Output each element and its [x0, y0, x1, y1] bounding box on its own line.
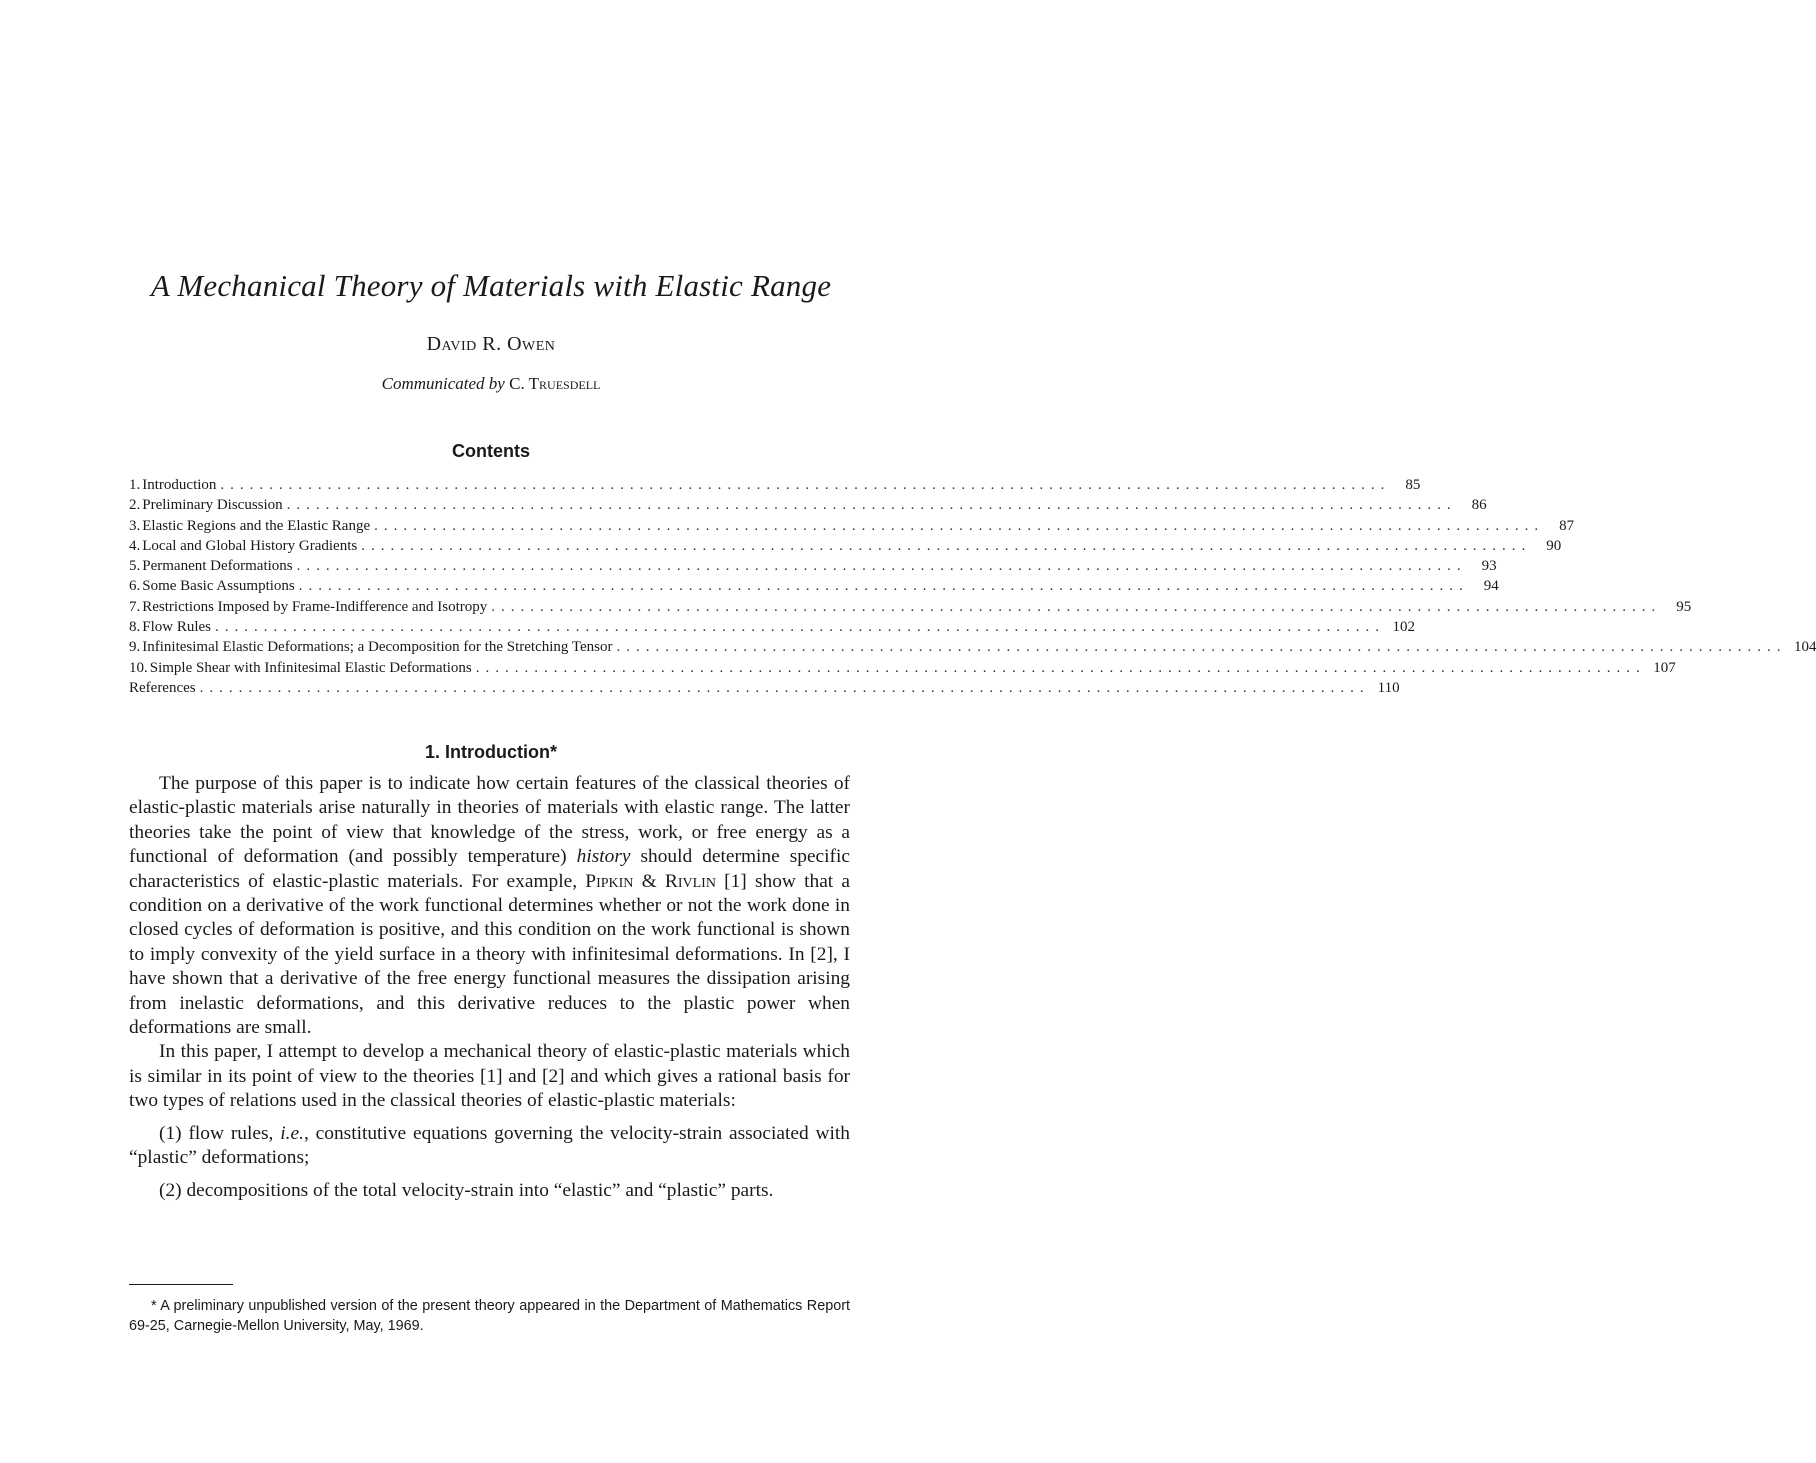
toc-entry-title: Preliminary Discussion — [142, 497, 283, 514]
toc-entry-number: 8. — [129, 619, 141, 636]
toc-entry — [129, 556, 1497, 576]
toc-entry-page: 107 — [1653, 659, 1676, 676]
emphasis: history — [576, 846, 631, 868]
paper-title: A Mechanical Theory of Materials with Elastic Range — [150, 268, 832, 303]
toc-dot-leader: ........................................................................................................................ — [298, 578, 1469, 595]
body-text — [129, 772, 850, 1203]
toc-entry — [129, 495, 1487, 515]
list-item-2: (2) decompositions of the total velocity-strain into “elastic” and “plastic” parts. — [159, 1179, 774, 1201]
toc-entry-page: 86 — [1471, 497, 1487, 514]
toc-dot-leader: ........................................................................................................................ — [220, 477, 1391, 493]
toc-entry-number: 6. — [129, 578, 141, 595]
toc-entry-title: Flow Rules — [142, 619, 212, 636]
toc-entry-title: Some Basic Assumptions — [142, 578, 295, 595]
toc-dot-leader: ........................................................................................................................ — [215, 619, 1386, 636]
toc-dot-leader: ........................................................................................................................ — [616, 639, 1787, 656]
toc-entry-number: 2. — [129, 497, 141, 514]
footnote-rule — [129, 1284, 233, 1285]
table-of-contents — [129, 475, 1816, 698]
toc-entry-title: Permanent Deformations — [142, 558, 293, 575]
text-run: , constitutive equations governing the velocity-strain associated with “plastic” deformations; — [129, 1122, 850, 1169]
toc-entry-number: 1. — [129, 477, 141, 493]
toc-entry-number: 5. — [129, 558, 141, 575]
toc-entry — [129, 576, 1499, 596]
toc-entry-number: 3. — [129, 517, 141, 534]
toc-entry — [129, 475, 1421, 495]
toc-dot-leader: ........................................................................................................................ — [374, 517, 1545, 534]
toc-entry-number: 4. — [129, 537, 141, 554]
toc-entry-title: Simple Shear with Infinitesimal Elastic Deformations — [149, 659, 472, 676]
text-run: The purpose of this paper is to indicate how certain features of the classical theories of elastic-plastic materials arise naturally in theories of materials with elastic range. The latter theories take the point of view that knowledge of the stress, work, or free energy as a functional of deformation (and possibly temperature) — [129, 773, 850, 868]
cited-author: Pipkin — [585, 870, 634, 892]
toc-entry-number: 9. — [129, 639, 141, 656]
text-run: should determine specific characteristics of elastic-plastic materials. For example, — [129, 846, 850, 892]
communicator-name: C. Truesdell — [509, 374, 601, 393]
toc-entry-page: 85 — [1405, 477, 1421, 493]
toc-entry-page: 93 — [1481, 558, 1497, 575]
toc-entry-page: 87 — [1559, 517, 1575, 534]
toc-dot-leader: ........................................................................................................................ — [361, 537, 1532, 554]
emphasis: i.e. — [280, 1122, 304, 1144]
footnote — [129, 1296, 850, 1336]
toc-dot-leader: ........................................................................................................................ — [475, 659, 1646, 676]
author-name: David R. Owen — [426, 333, 556, 355]
toc-entry-title: Local and Global History Gradients — [142, 537, 358, 554]
list-item-1 — [129, 1122, 850, 1171]
toc-entry-title: Elastic Regions and the Elastic Range — [142, 517, 371, 534]
toc-entry-title: Infinitesimal Elastic Deformations; a Decomposition for the Stretching Tensor — [142, 639, 613, 656]
toc-entry — [129, 637, 1816, 657]
text-run: [1] show that a condition on a derivative of the work functional determines whether or not the work done in closed cycles of deformation is positive, and this condition on the work functional is shown to imply convexity of the yield surface in a theory with infinitesimal deformations. In [2], I have shown that a derivative of the free energy functional measures the dissipation arising from inelastic deformations, and this derivative reduces to the plastic power when deformations are small. — [129, 870, 850, 1039]
section-heading: 1. Introduction* — [425, 742, 557, 762]
toc-entry — [129, 597, 1692, 617]
toc-entry — [129, 678, 1400, 698]
toc-entry-title: References — [129, 679, 196, 696]
toc-entry-page: 110 — [1377, 679, 1400, 696]
contents-heading: Contents — [452, 441, 530, 461]
text-run: (1) flow rules, — [159, 1122, 281, 1144]
toc-dot-leader: ........................................................................................................................ — [491, 598, 1662, 615]
toc-entry-number: 10. — [129, 659, 148, 676]
toc-dot-leader: ........................................................................................................................ — [286, 497, 1457, 514]
communicated-by — [0, 374, 982, 394]
toc-entry-title: Introduction — [142, 477, 217, 493]
toc-entry — [129, 658, 1676, 678]
toc-dot-leader: ........................................................................................................................ — [296, 558, 1467, 575]
text-run: & — [633, 870, 665, 892]
toc-entry-page: 94 — [1483, 578, 1499, 595]
toc-entry — [129, 516, 1575, 536]
toc-entry-number: 7. — [129, 598, 141, 615]
toc-entry-page: 95 — [1676, 598, 1692, 615]
paragraph-1 — [129, 772, 850, 1040]
toc-entry-title: Restrictions Imposed by Frame-Indifference and Isotropy — [142, 598, 488, 615]
toc-entry-page: 102 — [1392, 619, 1416, 636]
toc-entry-page: 104 — [1793, 639, 1816, 656]
toc-entry-page: 90 — [1546, 537, 1562, 554]
toc-entry — [129, 617, 1416, 637]
footnote-text: * A preliminary unpublished version of the present theory appeared in the Department of Mathematics Report 69-25, Carnegie-Mellon University, May, 1969. — [129, 1298, 850, 1334]
cited-author: Rivlin — [664, 870, 716, 892]
paragraph-2: In this paper, I attempt to develop a mechanical theory of elastic-plastic materials which is similar in its point of view to the theories [1] and [2] and which gives a rational basis for two types of relations used in the classical theories of elastic-plastic materials: — [129, 1041, 850, 1112]
toc-dot-leader: ........................................................................................................................ — [199, 679, 1370, 696]
toc-entry — [129, 536, 1562, 556]
communicated-prefix: Communicated by — [381, 374, 505, 393]
